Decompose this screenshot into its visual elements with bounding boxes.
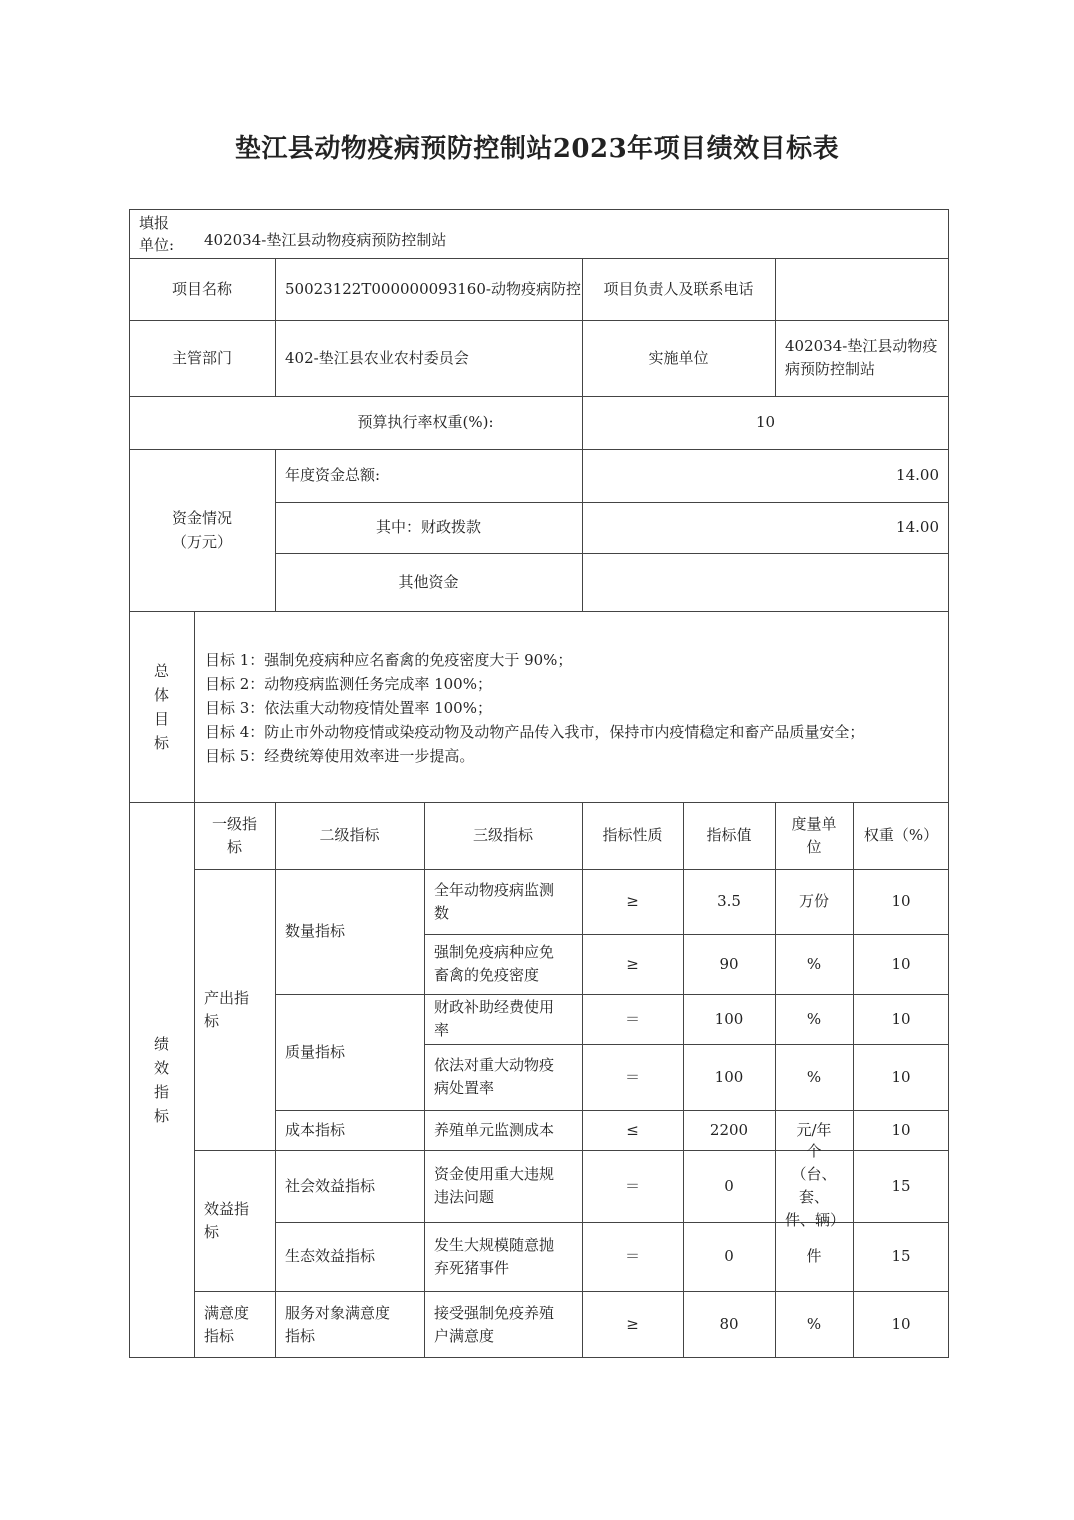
indicator-op-text: ≥ <box>626 892 639 910</box>
indicator-value-text: 0 <box>724 1176 734 1195</box>
indicator-name <box>424 1222 582 1291</box>
indicator-value <box>683 1291 775 1358</box>
indicator-weight-text: 15 <box>891 1247 911 1265</box>
project-name-value: 50023122T000000093160-动物疫病防控 <box>285 279 581 298</box>
header-unit: 度量单位 <box>791 814 837 856</box>
impl-unit-label: 实施单位 <box>648 348 709 367</box>
budget-weight-label: 预算执行率权重(%): <box>357 413 494 431</box>
indicator-value-text: 100 <box>714 1009 744 1028</box>
dept-value: 402-垫江县农业农村委员会 <box>285 348 469 367</box>
indicator-value-text: 90 <box>719 954 739 973</box>
indicator-name-text: 养殖单元监测成本 <box>434 1120 555 1139</box>
indicator-unit-text: 个（台、套、件、辆） <box>785 1142 846 1229</box>
header-level3: 三级指标 <box>472 826 533 844</box>
indicator-name-text: 资金使用重大违规违法问题 <box>434 1165 555 1206</box>
annual-funds-label: 年度资金总额: <box>285 466 381 484</box>
budget-weight-value: 10 <box>755 413 776 431</box>
indicator-unit <box>775 1044 853 1110</box>
indicator-name <box>424 1150 582 1222</box>
indicator-op-text: ≤ <box>626 1120 639 1139</box>
indicator-weight-text: 15 <box>891 1176 911 1195</box>
performance-label: 绩 效 指 标 <box>153 1035 169 1125</box>
header-level1: 一级指标 <box>211 814 257 856</box>
indicator-weight <box>853 1291 949 1358</box>
indicator-op <box>582 1110 683 1150</box>
indicator-weight <box>853 1044 949 1110</box>
level1-benefit: 效益指标 <box>204 1199 250 1241</box>
header-level2: 二级指标 <box>319 826 380 844</box>
indicator-unit-text: 件 <box>806 1247 822 1265</box>
indicator-op-text: ＝ <box>624 1067 640 1086</box>
funds-label: 资金情况 （万元） <box>171 509 232 551</box>
header-weight: 权重（%） <box>863 826 939 844</box>
goal-item: 目标 5：经费统筹使用效率进一步提高。 <box>205 747 475 765</box>
indicator-name <box>424 1044 582 1110</box>
indicator-op <box>582 1150 683 1222</box>
indicator-value-text: 100 <box>714 1067 744 1086</box>
indicator-weight <box>853 1150 949 1222</box>
indicator-name <box>424 869 582 934</box>
goal-item: 目标 1：强制免疫病种应名畜禽的免疫密度大于 90%； <box>205 651 573 669</box>
indicator-unit <box>775 869 853 934</box>
indicator-op-text: ≥ <box>626 954 639 973</box>
fill-unit-label: 填报 单位: <box>139 213 175 254</box>
header-value: 指标值 <box>706 826 752 844</box>
level1-output: 产出指标 <box>204 988 250 1030</box>
indicator-weight <box>853 1110 949 1150</box>
indicator-value <box>683 1110 775 1150</box>
indicator-unit-text: % <box>806 954 822 973</box>
indicator-op <box>582 869 683 934</box>
indicator-op-text: ＝ <box>624 1009 640 1028</box>
indicator-value <box>683 1150 775 1222</box>
goal-item: 目标 2：动物疫病监测任务完成率 100%； <box>205 675 492 693</box>
indicator-weight-text: 10 <box>891 1009 911 1028</box>
indicator-op-text: ≥ <box>626 1315 639 1333</box>
indicator-unit-text: % <box>806 1067 822 1086</box>
indicator-name-text: 全年动物疫病监测数 <box>434 880 555 922</box>
indicator-weight-text: 10 <box>891 1315 911 1333</box>
indicator-weight <box>853 934 949 994</box>
indicator-value <box>683 1222 775 1291</box>
indicator-unit-text: 万份 <box>798 892 829 910</box>
level2-service: 服务对象满意度指标 <box>285 1303 391 1345</box>
level2-ecological: 生态效益指标 <box>285 1247 376 1265</box>
indicator-value-text: 0 <box>724 1247 734 1265</box>
indicator-name <box>424 934 582 994</box>
indicator-weight-text: 10 <box>891 954 911 973</box>
indicator-weight <box>853 1222 949 1291</box>
fill-unit-value: 402034-垫江县动物疫病预防控制站 <box>204 230 447 249</box>
indicator-unit <box>775 1142 853 1229</box>
indicator-op <box>582 1291 683 1358</box>
project-name-label: 项目名称 <box>171 279 232 298</box>
overall-goal-label: 总 体 目 标 <box>153 661 169 752</box>
indicator-weight-text: 10 <box>891 1120 911 1139</box>
level2-cost: 成本指标 <box>285 1120 346 1139</box>
indicator-value <box>683 869 775 934</box>
dept-label: 主管部门 <box>171 348 232 367</box>
level2-quantity: 数量指标 <box>285 922 346 940</box>
annual-funds-value: 14.00 <box>896 466 939 484</box>
indicator-unit-text: % <box>806 1315 822 1333</box>
fiscal-funds-value: 14.00 <box>896 518 939 536</box>
goal-item: 目标 4：防止市外动物疫情或染疫动物及动物产品传入我市，保持市内疫情稳定和畜产品质量安全； <box>205 723 865 741</box>
impl-unit-value: 402034-垫江县动物疫病预防控制站 <box>785 337 938 378</box>
fiscal-funds-label: 其中：财政拨款 <box>375 518 481 536</box>
indicator-name-text: 强制免疫病种应免畜禽的免疫密度 <box>434 943 555 984</box>
indicator-value-text: 2200 <box>709 1120 749 1139</box>
page-title: 垫江县动物疫病预防控制站2023年项目绩效目标表 <box>234 134 840 164</box>
indicator-value-text: 80 <box>719 1315 739 1333</box>
project-contact-value <box>775 258 949 320</box>
indicator-op <box>582 1044 683 1110</box>
level1-satisfaction: 满意度指标 <box>204 1303 250 1345</box>
indicator-unit <box>775 1291 853 1358</box>
indicator-name-text: 接受强制免疫养殖户满意度 <box>434 1303 555 1345</box>
level2-quality: 质量指标 <box>285 1042 346 1061</box>
indicator-weight <box>853 869 949 934</box>
indicator-name-text: 发生大规模随意抛弃死猪事件 <box>434 1235 555 1277</box>
indicator-name-text: 财政补助经费使用率 <box>434 998 555 1039</box>
indicator-unit <box>775 1222 853 1291</box>
project-contact-label: 项目负责人及联系电话 <box>603 279 754 298</box>
overall-goal-list <box>205 648 864 768</box>
goal-item: 目标 3：依法重大动物疫情处置率 100%； <box>205 699 492 717</box>
other-funds-label: 其他资金 <box>398 572 459 591</box>
indicator-weight <box>853 994 949 1044</box>
indicator-value <box>683 1044 775 1110</box>
other-funds-value <box>582 553 949 611</box>
indicator-unit-text: % <box>806 1009 822 1028</box>
indicator-op <box>582 1222 683 1291</box>
indicator-op-text: ＝ <box>624 1247 640 1265</box>
indicator-unit <box>775 994 853 1044</box>
indicator-unit <box>775 934 853 994</box>
indicator-value-text: 3.5 <box>717 892 741 910</box>
indicator-name <box>424 994 582 1044</box>
indicator-value <box>683 934 775 994</box>
indicator-weight-text: 10 <box>891 892 911 910</box>
indicator-op <box>582 934 683 994</box>
indicator-value <box>683 994 775 1044</box>
indicator-weight-text: 10 <box>891 1067 911 1086</box>
indicator-name <box>424 1291 582 1358</box>
indicator-op-text: ＝ <box>624 1176 640 1195</box>
indicator-name <box>424 1110 582 1150</box>
indicator-op <box>582 994 683 1044</box>
indicator-name-text: 依法对重大动物疫病处置率 <box>434 1056 555 1097</box>
header-nature: 指标性质 <box>602 826 663 844</box>
indicator-unit-text: 元/年 <box>796 1120 832 1139</box>
level2-social: 社会效益指标 <box>285 1176 376 1195</box>
